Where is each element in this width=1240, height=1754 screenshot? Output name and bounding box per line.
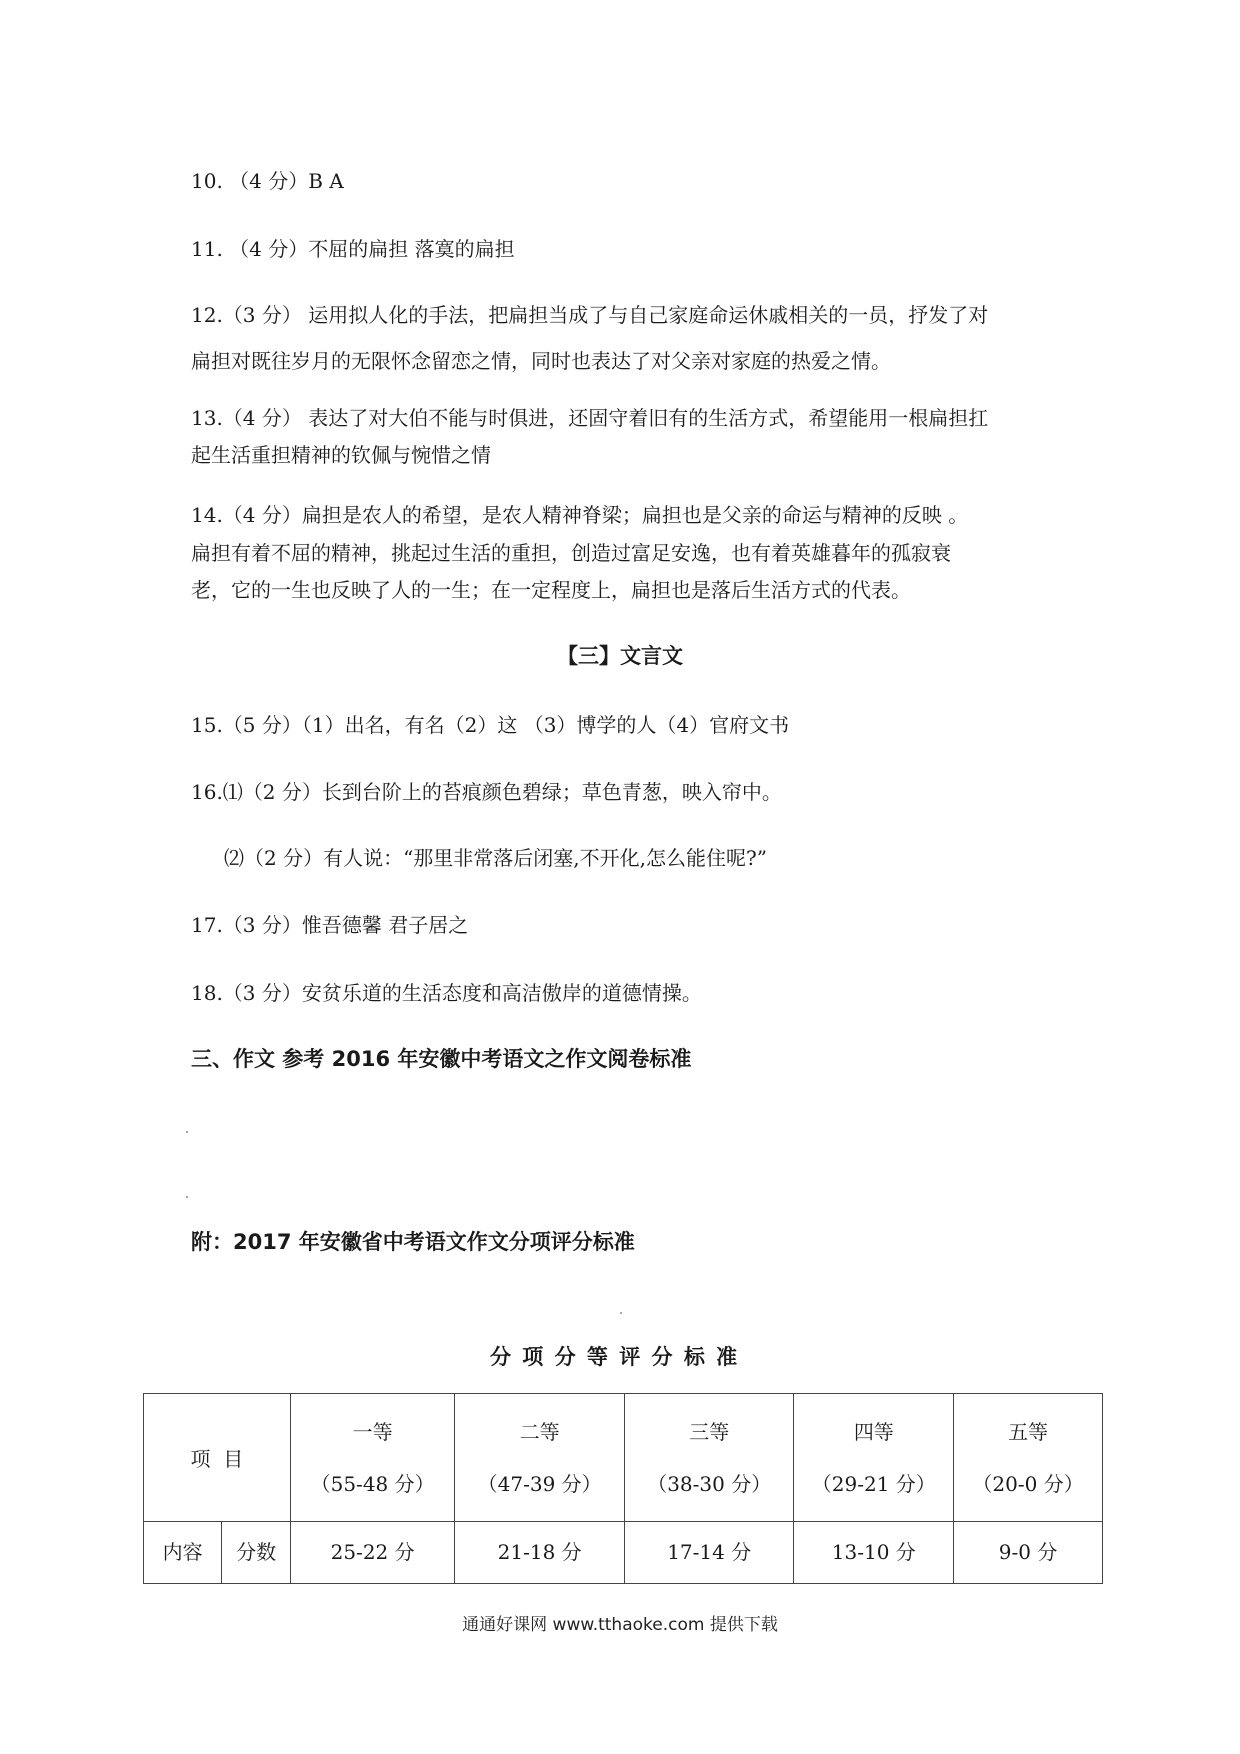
table-title: 分 项 分 等 评 分 标 准 [490,1345,740,1369]
scan-speck [186,1131,188,1133]
tier-name: 五等 [1008,1419,1049,1444]
tier-header-cell [455,1394,625,1522]
tier-header-cell [290,1394,455,1522]
score-cell: 13-10 分 [794,1522,954,1584]
answer-16-part-1: 16.⑴（2 分）长到台阶上的苔痕颜色碧绿；草色青葱，映入帘中。 [191,780,782,804]
content-score-row [144,1522,1103,1584]
appendix-heading: 附：2017 年安徽省中考语文作文分项评分标准 [191,1230,635,1254]
grading-table [143,1393,1103,1584]
tier-range: （47-39 分） [477,1471,602,1496]
answer-17: 17.（3 分）惟吾德馨 君子居之 [191,913,469,937]
table-header-row [144,1394,1103,1522]
item-label: 项 目 [190,1447,244,1471]
answer-15: 15.（5 分）（1）出名，有名（2）这 （3）博学的人（4）官府文书 [191,713,790,737]
answer-12-line-2: 扁担对既往岁月的无限怀念留恋之情，同时也表达了对父亲对家庭的热爱之情。 [191,349,891,373]
answer-11: 11. （4 分）不屈的扁担 落寞的扁担 [191,237,515,261]
scan-speck [620,1312,622,1314]
tier-name: 一等 [352,1419,393,1444]
footer-credit: 通通好课网 www.tthaoke.com 提供下载 [462,1615,778,1635]
essay-heading: 三、作文 参考 2016 年安徽中考语文之作文阅卷标准 [191,1047,692,1071]
score-cell: 21-18 分 [455,1522,625,1584]
answer-12-line-1: 12.（3 分） 运用拟人化的手法，把扁担当成了与自己家庭命运休戚相关的一员，抒发了对 [191,303,989,327]
subcategory-cell: 分数 [222,1522,290,1584]
score-cell: 17-14 分 [624,1522,794,1584]
tier-name: 四等 [853,1419,894,1444]
tier-header-cell [794,1394,954,1522]
section-title-classical: 【三】文言文 [557,644,683,668]
tier-range: （20-0 分） [972,1471,1084,1496]
score-cell: 25-22 分 [290,1522,455,1584]
tier-header-cell [624,1394,794,1522]
answer-13-line-2: 起生活重担精神的钦佩与惋惜之情 [191,443,491,467]
answer-13-line-1: 13.（4 分） 表达了对大伯不能与时俱进，还固守着旧有的生活方式，希望能用一根扁担扛 [191,406,989,430]
score-cell: 9-0 分 [954,1522,1103,1584]
answer-14-line-1: 14.（4 分）扁担是农人的希望，是农人精神脊梁；扁担也是父亲的命运与精神的反映 。 [191,503,969,527]
tier-name: 三等 [689,1419,730,1444]
tier-range: （38-30 分） [647,1471,772,1496]
category-cell: 内容 [144,1522,222,1584]
item-header-cell [144,1394,291,1522]
answer-16-part-2: ⑵（2 分）有人说：“那里非常落后闭塞,不开化,怎么能住呢?” [224,846,767,870]
tier-range: （29-21 分） [811,1471,936,1496]
answer-10: 10. （4 分）B A [191,169,344,193]
tier-range: （55-48 分） [310,1471,435,1496]
scan-speck [186,1196,188,1198]
answer-14-line-2: 扁担有着不屈的精神，挑起过生活的重担，创造过富足安逸，也有着英雄暮年的孤寂衰 [191,541,951,565]
answer-14-line-3: 老，它的一生也反映了人的一生；在一定程度上，扁担也是落后生活方式的代表。 [191,578,911,602]
tier-name: 二等 [519,1419,560,1444]
tier-header-cell [954,1394,1103,1522]
answer-18: 18.（3 分）安贫乐道的生活态度和高洁傲岸的道德情操。 [191,981,702,1005]
